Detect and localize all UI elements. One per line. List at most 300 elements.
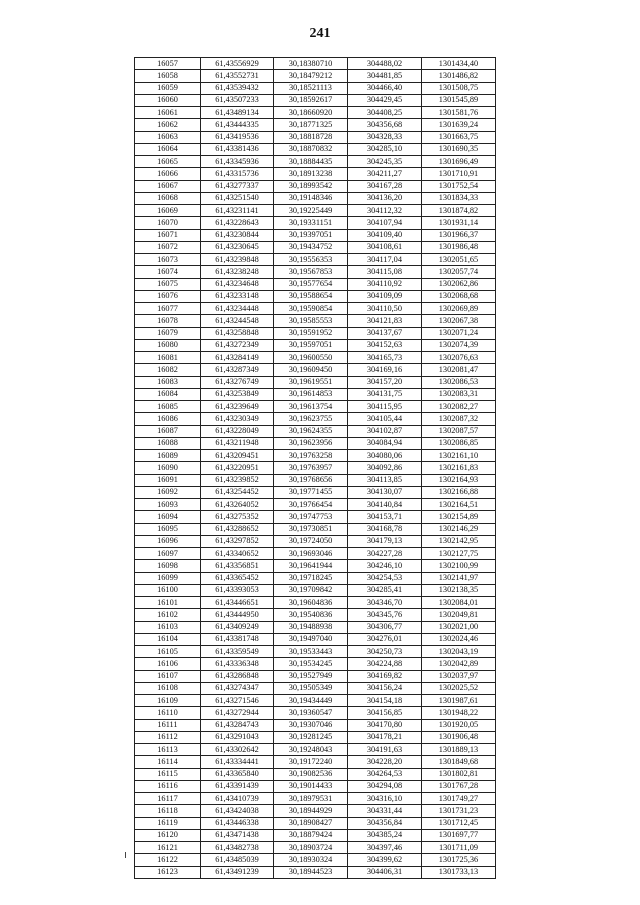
point-number-cell: 16097 <box>135 548 201 560</box>
y-coordinate-cell: 1301966,37 <box>422 229 496 241</box>
point-number-cell: 16067 <box>135 180 201 192</box>
y-coordinate-cell: 1302087,32 <box>422 413 496 425</box>
y-coordinate-cell: 1302021,00 <box>422 621 496 633</box>
y-coordinate-cell: 1302081,47 <box>422 364 496 376</box>
latitude-cell: 61,43444335 <box>201 119 274 131</box>
longitude-cell: 30,19623755 <box>274 413 348 425</box>
x-coordinate-cell: 304178,21 <box>348 731 422 743</box>
latitude-cell: 61,43211948 <box>201 437 274 449</box>
longitude-cell: 30,19497040 <box>274 633 348 645</box>
y-coordinate-cell: 1302082,27 <box>422 401 496 413</box>
table-row <box>135 670 496 682</box>
latitude-cell: 61,43288652 <box>201 523 274 535</box>
point-number-cell: 16062 <box>135 119 201 131</box>
table-row <box>135 376 496 388</box>
point-number-cell: 16072 <box>135 241 201 253</box>
point-number-cell: 16060 <box>135 94 201 106</box>
y-coordinate-cell: 1301986,48 <box>422 241 496 253</box>
latitude-cell: 61,43231141 <box>201 205 274 217</box>
table-row <box>135 180 496 192</box>
table-row <box>135 156 496 168</box>
table-row <box>135 315 496 327</box>
y-coordinate-cell: 1302051,65 <box>422 254 496 266</box>
table-row <box>135 94 496 106</box>
table-row <box>135 168 496 180</box>
y-coordinate-cell: 1302071,24 <box>422 327 496 339</box>
point-number-cell: 16099 <box>135 572 201 584</box>
point-number-cell: 16057 <box>135 58 201 70</box>
longitude-cell: 30,19591952 <box>274 327 348 339</box>
table-row <box>135 829 496 841</box>
x-coordinate-cell: 304156,24 <box>348 682 422 694</box>
table-row <box>135 192 496 204</box>
point-number-cell: 16085 <box>135 401 201 413</box>
coordinates-table <box>134 57 496 879</box>
longitude-cell: 30,18944929 <box>274 805 348 817</box>
latitude-cell: 61,43334441 <box>201 756 274 768</box>
point-number-cell: 16121 <box>135 842 201 854</box>
y-coordinate-cell: 1301849,68 <box>422 756 496 768</box>
latitude-cell: 61,43284149 <box>201 352 274 364</box>
longitude-cell: 30,19730851 <box>274 523 348 535</box>
longitude-cell: 30,19747753 <box>274 511 348 523</box>
point-number-cell: 16103 <box>135 621 201 633</box>
latitude-cell: 61,43228643 <box>201 217 274 229</box>
x-coordinate-cell: 304154,18 <box>348 695 422 707</box>
point-number-cell: 16069 <box>135 205 201 217</box>
longitude-cell: 30,19360547 <box>274 707 348 719</box>
point-number-cell: 16100 <box>135 584 201 596</box>
y-coordinate-cell: 1301948,22 <box>422 707 496 719</box>
y-coordinate-cell: 1301987,61 <box>422 695 496 707</box>
table-row <box>135 609 496 621</box>
x-coordinate-cell: 304110,92 <box>348 278 422 290</box>
table-row <box>135 817 496 829</box>
longitude-cell: 30,19577654 <box>274 278 348 290</box>
longitude-cell: 30,19613754 <box>274 401 348 413</box>
longitude-cell: 30,18930324 <box>274 854 348 866</box>
x-coordinate-cell: 304131,75 <box>348 388 422 400</box>
latitude-cell: 61,43507233 <box>201 94 274 106</box>
x-coordinate-cell: 304429,45 <box>348 94 422 106</box>
table-row <box>135 58 496 70</box>
table-row <box>135 278 496 290</box>
y-coordinate-cell: 1301581,76 <box>422 107 496 119</box>
y-coordinate-cell: 1301711,09 <box>422 842 496 854</box>
point-number-cell: 16068 <box>135 192 201 204</box>
point-number-cell: 16101 <box>135 597 201 609</box>
point-number-cell: 16092 <box>135 486 201 498</box>
latitude-cell: 61,43264052 <box>201 499 274 511</box>
table-row <box>135 646 496 658</box>
table-row <box>135 731 496 743</box>
latitude-cell: 61,43359549 <box>201 646 274 658</box>
latitude-cell: 61,43381748 <box>201 633 274 645</box>
x-coordinate-cell: 304211,27 <box>348 168 422 180</box>
point-number-cell: 16089 <box>135 450 201 462</box>
y-coordinate-cell: 1301731,23 <box>422 805 496 817</box>
latitude-cell: 61,43230349 <box>201 413 274 425</box>
point-number-cell: 16104 <box>135 633 201 645</box>
y-coordinate-cell: 1301690,35 <box>422 143 496 155</box>
x-coordinate-cell: 304179,13 <box>348 535 422 547</box>
latitude-cell: 61,43356851 <box>201 560 274 572</box>
y-coordinate-cell: 1302049,81 <box>422 609 496 621</box>
point-number-cell: 16074 <box>135 266 201 278</box>
longitude-cell: 30,19281245 <box>274 731 348 743</box>
table-row <box>135 425 496 437</box>
longitude-cell: 30,19248043 <box>274 744 348 756</box>
margin-mark <box>125 852 126 858</box>
point-number-cell: 16094 <box>135 511 201 523</box>
point-number-cell: 16091 <box>135 474 201 486</box>
point-number-cell: 16081 <box>135 352 201 364</box>
table-row <box>135 437 496 449</box>
table-row <box>135 621 496 633</box>
x-coordinate-cell: 304140,84 <box>348 499 422 511</box>
x-coordinate-cell: 304168,78 <box>348 523 422 535</box>
point-number-cell: 16114 <box>135 756 201 768</box>
longitude-cell: 30,19771455 <box>274 486 348 498</box>
point-number-cell: 16087 <box>135 425 201 437</box>
latitude-cell: 61,43276749 <box>201 376 274 388</box>
table-row <box>135 327 496 339</box>
longitude-cell: 30,19434752 <box>274 241 348 253</box>
x-coordinate-cell: 304113,85 <box>348 474 422 486</box>
point-number-cell: 16080 <box>135 339 201 351</box>
longitude-cell: 30,18771325 <box>274 119 348 131</box>
longitude-cell: 30,19588654 <box>274 290 348 302</box>
longitude-cell: 30,18979531 <box>274 793 348 805</box>
x-coordinate-cell: 304250,73 <box>348 646 422 658</box>
y-coordinate-cell: 1302161,10 <box>422 450 496 462</box>
latitude-cell: 61,43220951 <box>201 462 274 474</box>
y-coordinate-cell: 1302138,35 <box>422 584 496 596</box>
y-coordinate-cell: 1302057,74 <box>422 266 496 278</box>
table-row <box>135 707 496 719</box>
y-coordinate-cell: 1301696,49 <box>422 156 496 168</box>
longitude-cell: 30,19585553 <box>274 315 348 327</box>
point-number-cell: 16105 <box>135 646 201 658</box>
point-number-cell: 16119 <box>135 817 201 829</box>
y-coordinate-cell: 1301874,82 <box>422 205 496 217</box>
point-number-cell: 16058 <box>135 70 201 82</box>
latitude-cell: 61,43239649 <box>201 401 274 413</box>
y-coordinate-cell: 1302043,19 <box>422 646 496 658</box>
table-row <box>135 793 496 805</box>
latitude-cell: 61,43444950 <box>201 609 274 621</box>
longitude-cell: 30,18908427 <box>274 817 348 829</box>
y-coordinate-cell: 1301733,13 <box>422 866 496 878</box>
x-coordinate-cell: 304191,63 <box>348 744 422 756</box>
longitude-cell: 30,18592617 <box>274 94 348 106</box>
table-row <box>135 756 496 768</box>
latitude-cell: 61,43391439 <box>201 780 274 792</box>
longitude-cell: 30,19623956 <box>274 437 348 449</box>
table-row <box>135 462 496 474</box>
table-row <box>135 388 496 400</box>
latitude-cell: 61,43409249 <box>201 621 274 633</box>
x-coordinate-cell: 304110,50 <box>348 303 422 315</box>
x-coordinate-cell: 304136,20 <box>348 192 422 204</box>
longitude-cell: 30,19172240 <box>274 756 348 768</box>
point-number-cell: 16066 <box>135 168 201 180</box>
y-coordinate-cell: 1302146,29 <box>422 523 496 535</box>
x-coordinate-cell: 304228,20 <box>348 756 422 768</box>
x-coordinate-cell: 304397,46 <box>348 842 422 854</box>
x-coordinate-cell: 304102,87 <box>348 425 422 437</box>
longitude-cell: 30,19624355 <box>274 425 348 437</box>
y-coordinate-cell: 1302037,97 <box>422 670 496 682</box>
longitude-cell: 30,19619551 <box>274 376 348 388</box>
longitude-cell: 30,18818728 <box>274 131 348 143</box>
point-number-cell: 16084 <box>135 388 201 400</box>
longitude-cell: 30,19763957 <box>274 462 348 474</box>
longitude-cell: 30,18479212 <box>274 70 348 82</box>
table-row <box>135 413 496 425</box>
y-coordinate-cell: 1302142,95 <box>422 535 496 547</box>
longitude-cell: 30,19597051 <box>274 339 348 351</box>
x-coordinate-cell: 304276,01 <box>348 633 422 645</box>
point-number-cell: 16076 <box>135 290 201 302</box>
table-row <box>135 352 496 364</box>
table-row <box>135 217 496 229</box>
latitude-cell: 61,43446338 <box>201 817 274 829</box>
y-coordinate-cell: 1302067,38 <box>422 315 496 327</box>
latitude-cell: 61,43491239 <box>201 866 274 878</box>
table-row <box>135 70 496 82</box>
y-coordinate-cell: 1302076,63 <box>422 352 496 364</box>
longitude-cell: 30,18903724 <box>274 842 348 854</box>
x-coordinate-cell: 304170,80 <box>348 719 422 731</box>
table-row <box>135 474 496 486</box>
longitude-cell: 30,19763258 <box>274 450 348 462</box>
y-coordinate-cell: 1302154,89 <box>422 511 496 523</box>
y-coordinate-cell: 1301545,89 <box>422 94 496 106</box>
x-coordinate-cell: 304130,07 <box>348 486 422 498</box>
x-coordinate-cell: 304109,40 <box>348 229 422 241</box>
latitude-cell: 61,43239848 <box>201 254 274 266</box>
x-coordinate-cell: 304108,61 <box>348 241 422 253</box>
point-number-cell: 16093 <box>135 499 201 511</box>
x-coordinate-cell: 304331,44 <box>348 805 422 817</box>
x-coordinate-cell: 304285,10 <box>348 143 422 155</box>
longitude-cell: 30,19534245 <box>274 658 348 670</box>
longitude-cell: 30,19693046 <box>274 548 348 560</box>
longitude-cell: 30,19307046 <box>274 719 348 731</box>
table-row <box>135 866 496 878</box>
latitude-cell: 61,43489134 <box>201 107 274 119</box>
y-coordinate-cell: 1301725,36 <box>422 854 496 866</box>
x-coordinate-cell: 304245,35 <box>348 156 422 168</box>
point-number-cell: 16086 <box>135 413 201 425</box>
x-coordinate-cell: 304224,88 <box>348 658 422 670</box>
latitude-cell: 61,43424038 <box>201 805 274 817</box>
x-coordinate-cell: 304157,20 <box>348 376 422 388</box>
latitude-cell: 61,43381436 <box>201 143 274 155</box>
x-coordinate-cell: 304165,73 <box>348 352 422 364</box>
point-number-cell: 16096 <box>135 535 201 547</box>
table-row <box>135 82 496 94</box>
latitude-cell: 61,43234648 <box>201 278 274 290</box>
table-row <box>135 339 496 351</box>
y-coordinate-cell: 1301889,13 <box>422 744 496 756</box>
point-number-cell: 16098 <box>135 560 201 572</box>
y-coordinate-cell: 1301931,14 <box>422 217 496 229</box>
table-row <box>135 633 496 645</box>
longitude-cell: 30,19225449 <box>274 205 348 217</box>
y-coordinate-cell: 1302024,46 <box>422 633 496 645</box>
point-number-cell: 16088 <box>135 437 201 449</box>
table-row <box>135 744 496 756</box>
y-coordinate-cell: 1301663,75 <box>422 131 496 143</box>
latitude-cell: 61,43254452 <box>201 486 274 498</box>
table-row <box>135 119 496 131</box>
x-coordinate-cell: 304169,82 <box>348 670 422 682</box>
latitude-cell: 61,43233148 <box>201 290 274 302</box>
longitude-cell: 30,19768656 <box>274 474 348 486</box>
y-coordinate-cell: 1301486,82 <box>422 70 496 82</box>
y-coordinate-cell: 1302025,52 <box>422 682 496 694</box>
longitude-cell: 30,19434449 <box>274 695 348 707</box>
longitude-cell: 30,19488938 <box>274 621 348 633</box>
x-coordinate-cell: 304385,24 <box>348 829 422 841</box>
longitude-cell: 30,19604836 <box>274 597 348 609</box>
x-coordinate-cell: 304156,85 <box>348 707 422 719</box>
point-number-cell: 16064 <box>135 143 201 155</box>
x-coordinate-cell: 304115,95 <box>348 401 422 413</box>
longitude-cell: 30,18993542 <box>274 180 348 192</box>
x-coordinate-cell: 304406,31 <box>348 866 422 878</box>
latitude-cell: 61,43272944 <box>201 707 274 719</box>
point-number-cell: 16110 <box>135 707 201 719</box>
x-coordinate-cell: 304167,28 <box>348 180 422 192</box>
latitude-cell: 61,43209451 <box>201 450 274 462</box>
y-coordinate-cell: 1301749,27 <box>422 793 496 805</box>
longitude-cell: 30,19709842 <box>274 584 348 596</box>
table-row <box>135 303 496 315</box>
longitude-cell: 30,18660920 <box>274 107 348 119</box>
point-number-cell: 16118 <box>135 805 201 817</box>
x-coordinate-cell: 304466,40 <box>348 82 422 94</box>
table-row <box>135 290 496 302</box>
latitude-cell: 61,43482738 <box>201 842 274 854</box>
point-number-cell: 16120 <box>135 829 201 841</box>
table-row <box>135 229 496 241</box>
y-coordinate-cell: 1302084,01 <box>422 597 496 609</box>
longitude-cell: 30,19014433 <box>274 780 348 792</box>
point-number-cell: 16079 <box>135 327 201 339</box>
latitude-cell: 61,43365840 <box>201 768 274 780</box>
latitude-cell: 61,43419536 <box>201 131 274 143</box>
y-coordinate-cell: 1302068,68 <box>422 290 496 302</box>
longitude-cell: 30,19600550 <box>274 352 348 364</box>
x-coordinate-cell: 304121,83 <box>348 315 422 327</box>
table-row <box>135 254 496 266</box>
latitude-cell: 61,43410739 <box>201 793 274 805</box>
latitude-cell: 61,43239852 <box>201 474 274 486</box>
y-coordinate-cell: 1302083,31 <box>422 388 496 400</box>
x-coordinate-cell: 304112,32 <box>348 205 422 217</box>
table-row <box>135 658 496 670</box>
y-coordinate-cell: 1302069,89 <box>422 303 496 315</box>
x-coordinate-cell: 304488,02 <box>348 58 422 70</box>
point-number-cell: 16078 <box>135 315 201 327</box>
latitude-cell: 61,43365452 <box>201 572 274 584</box>
table-row <box>135 523 496 535</box>
table-row <box>135 499 496 511</box>
page-number: 241 <box>309 26 331 41</box>
longitude-cell: 30,19148346 <box>274 192 348 204</box>
latitude-cell: 61,43275352 <box>201 511 274 523</box>
latitude-cell: 61,43251540 <box>201 192 274 204</box>
x-coordinate-cell: 304264,53 <box>348 768 422 780</box>
y-coordinate-cell: 1302164,93 <box>422 474 496 486</box>
latitude-cell: 61,43471438 <box>201 829 274 841</box>
latitude-cell: 61,43446651 <box>201 597 274 609</box>
x-coordinate-cell: 304084,94 <box>348 437 422 449</box>
point-number-cell: 16075 <box>135 278 201 290</box>
latitude-cell: 61,43393053 <box>201 584 274 596</box>
y-coordinate-cell: 1301710,91 <box>422 168 496 180</box>
longitude-cell: 30,18380710 <box>274 58 348 70</box>
x-coordinate-cell: 304227,28 <box>348 548 422 560</box>
longitude-cell: 30,19527949 <box>274 670 348 682</box>
y-coordinate-cell: 1302062,86 <box>422 278 496 290</box>
point-number-cell: 16065 <box>135 156 201 168</box>
y-coordinate-cell: 1301920,05 <box>422 719 496 731</box>
latitude-cell: 61,43552731 <box>201 70 274 82</box>
point-number-cell: 16113 <box>135 744 201 756</box>
table-row <box>135 695 496 707</box>
latitude-cell: 61,43284743 <box>201 719 274 731</box>
table-row <box>135 854 496 866</box>
table-row <box>135 719 496 731</box>
point-number-cell: 16115 <box>135 768 201 780</box>
point-number-cell: 16123 <box>135 866 201 878</box>
longitude-cell: 30,19766454 <box>274 499 348 511</box>
longitude-cell: 30,19614853 <box>274 388 348 400</box>
table-row <box>135 842 496 854</box>
y-coordinate-cell: 1302086,85 <box>422 437 496 449</box>
point-number-cell: 16095 <box>135 523 201 535</box>
latitude-cell: 61,43539432 <box>201 82 274 94</box>
table-row <box>135 560 496 572</box>
x-coordinate-cell: 304153,71 <box>348 511 422 523</box>
point-number-cell: 16082 <box>135 364 201 376</box>
y-coordinate-cell: 1302100,99 <box>422 560 496 572</box>
x-coordinate-cell: 304346,70 <box>348 597 422 609</box>
point-number-cell: 16070 <box>135 217 201 229</box>
point-number-cell: 16061 <box>135 107 201 119</box>
point-number-cell: 16107 <box>135 670 201 682</box>
point-number-cell: 16112 <box>135 731 201 743</box>
y-coordinate-cell: 1302166,88 <box>422 486 496 498</box>
longitude-cell: 30,19590854 <box>274 303 348 315</box>
latitude-cell: 61,43287349 <box>201 364 274 376</box>
longitude-cell: 30,19533443 <box>274 646 348 658</box>
point-number-cell: 16071 <box>135 229 201 241</box>
latitude-cell: 61,43302642 <box>201 744 274 756</box>
table-row <box>135 682 496 694</box>
longitude-cell: 30,19641944 <box>274 560 348 572</box>
x-coordinate-cell: 304105,44 <box>348 413 422 425</box>
longitude-cell: 30,19331151 <box>274 217 348 229</box>
point-number-cell: 16077 <box>135 303 201 315</box>
latitude-cell: 61,43230844 <box>201 229 274 241</box>
x-coordinate-cell: 304169,16 <box>348 364 422 376</box>
longitude-cell: 30,18521113 <box>274 82 348 94</box>
